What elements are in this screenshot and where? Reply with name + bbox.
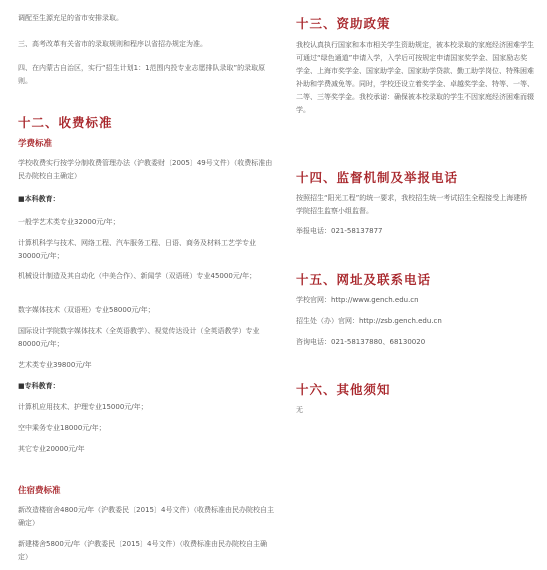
undergrad-label: ■本科教育： <box>18 195 60 203</box>
housing-fee-item: 新改造楼宿舍4800元/年（沪教委民〔2015〕4号文件）（收费标准由民办院校自主确定） <box>18 506 274 527</box>
fee-item: 空中乘务专业18000元/年； <box>18 424 106 432</box>
report-phone: 举报电话：021-58137877 <box>296 227 383 235</box>
school-website: 学校官网：http://www.gench.edu.cn <box>296 296 419 304</box>
fee-item: 国际设计学院数字媒体技术（全英语教学）、视觉传达设计（全英语教学）专业80000元/年； <box>18 327 260 348</box>
fee-item: 数字媒体技术（双语班）专业58000元/年； <box>18 306 155 314</box>
notes-text: 无 <box>296 406 303 414</box>
subheading-tuition: 学费标准 <box>18 139 53 149</box>
section-heading-supervision: 十四、监督机制及举报电话 <box>296 170 459 185</box>
fee-item: 计算机应用技术、护理专业15000元/年； <box>18 403 148 411</box>
section-heading-fees: 十二、收费标准 <box>18 115 113 130</box>
admission-rule-text: 调配至生源充足的省市安排录取。 <box>18 14 123 22</box>
supervision-text: 按照招生“阳光工程”的统一要求，我校招生统一考试招生全程接受上海建桥学院招生监察小组监督。 <box>296 194 528 215</box>
fee-item: 艺术类专业39800元/年 <box>18 361 92 369</box>
fee-item: 一般学艺术类专业32000元/年； <box>18 218 120 226</box>
college-label: ■专科教育： <box>18 382 60 390</box>
aid-text: 我校认真执行国家和本市相关学生资助规定，被本校录取的家庭经济困难学生可通过“绿色通道”申请入学，入学后可按规定申请国家奖学金、国家励志奖学金、上海市奖学金、国家助学金、国家助学贷款、勤工助学岗位、特殊困难补助和学费减免等。同时，学校还设立着奖学金、卓越奖学金、特等、一等、二等、三等奖学金。我校承诺：确保被本校录取的学生不因家庭经济困难而辍学。 <box>296 41 534 114</box>
section-heading-notes: 十六、其他须知 <box>296 382 391 397</box>
section-heading-aid: 十三、资助政策 <box>296 16 391 31</box>
admission-rule-text: 三、高考改革有关省市的录取规则和程序以省招办规定为准。 <box>18 40 207 48</box>
consult-phone: 咨询电话：021-58137880、68130020 <box>296 338 426 346</box>
fee-item: 机械设计制造及其自动化（中美合作）、新闻学（双语班）专业45000元/年； <box>18 272 257 280</box>
admission-website: 招生处（办）官网：http://zsb.gench.edu.cn <box>296 317 442 325</box>
fee-item: 计算机科学与技术、网络工程、汽车服务工程、日语、商务及材料工艺学专业30000元/年； <box>18 239 256 260</box>
section-heading-contact: 十五、网址及联系电话 <box>296 272 432 287</box>
subheading-housing: 住宿费标准 <box>18 486 61 496</box>
housing-fee-item: 新建楼舍5800元/年（沪教委民〔2015〕4号文件）（收费标准由民办院校自主确定） <box>18 540 267 561</box>
fee-item: 其它专业20000元/年 <box>18 445 85 453</box>
tuition-intro: 学校收费实行按学分制收费管理办法（沪教委财〔2005〕49号文件）（收费标准由民办院校自主确定） <box>18 159 273 180</box>
admission-rule-text: 四、在内蒙古自治区，实行“招生计划1：1范围内投专业志愿排队录取”的录取原则。 <box>18 64 266 85</box>
